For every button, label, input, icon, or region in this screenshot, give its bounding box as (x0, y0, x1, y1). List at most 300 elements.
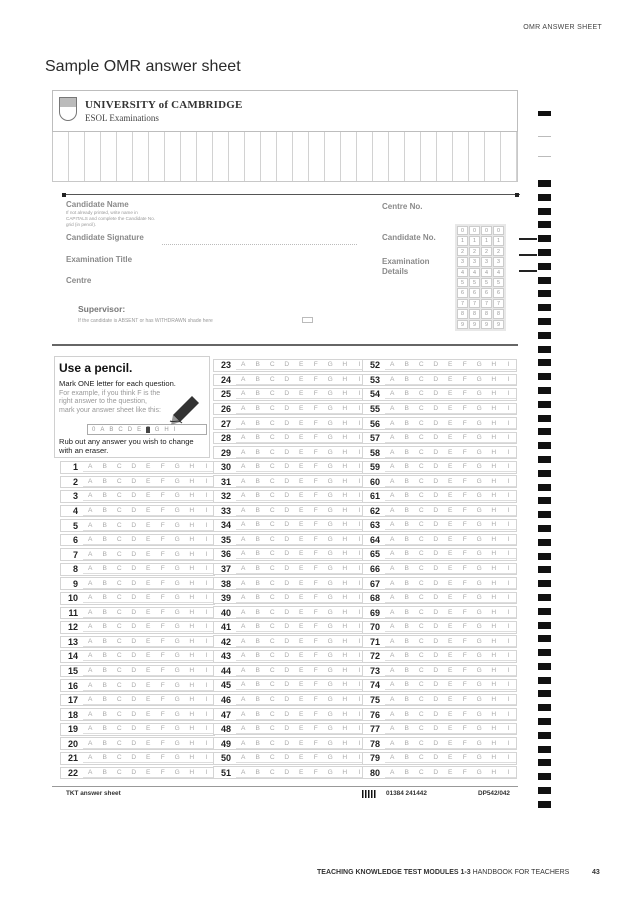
answer-bubble[interactable]: F (458, 666, 473, 676)
answer-bubble[interactable]: B (400, 506, 415, 516)
answer-bubble[interactable]: H (338, 695, 353, 705)
answer-bubble[interactable]: H (338, 608, 353, 618)
answer-bubble[interactable]: G (323, 462, 338, 472)
answer-bubble[interactable]: B (400, 739, 415, 749)
answer-bubble[interactable]: B (400, 433, 415, 443)
answer-bubble[interactable]: F (156, 506, 171, 516)
answer-bubble[interactable]: C (112, 622, 127, 632)
answer-bubble[interactable]: A (236, 535, 251, 545)
answer-bubble[interactable]: B (251, 448, 266, 458)
answer-bubble[interactable]: D (127, 593, 142, 603)
answer-bubble[interactable]: C (112, 579, 127, 589)
answer-bubble[interactable]: I (501, 535, 516, 545)
answer-bubble[interactable]: C (414, 710, 429, 720)
answer-bubble[interactable]: A (385, 666, 400, 676)
answer-bubble[interactable]: I (199, 710, 214, 720)
answer-bubble[interactable]: H (185, 681, 200, 691)
answer-bubble[interactable]: I (501, 360, 516, 370)
answer-bubble[interactable]: C (414, 448, 429, 458)
answer-bubble[interactable]: C (414, 666, 429, 676)
answer-bubble[interactable]: G (472, 491, 487, 501)
answer-bubble[interactable]: E (443, 448, 458, 458)
answer-bubble[interactable]: B (400, 608, 415, 618)
answer-bubble[interactable]: I (352, 768, 367, 778)
answer-bubble[interactable]: B (98, 535, 113, 545)
answer-bubble[interactable]: G (323, 389, 338, 399)
answer-bubble[interactable]: B (400, 360, 415, 370)
answer-bubble[interactable]: C (414, 506, 429, 516)
answer-bubble[interactable]: C (112, 637, 127, 647)
answer-bubble[interactable]: C (265, 724, 280, 734)
answer-bubble[interactable]: D (127, 535, 142, 545)
answer-bubble[interactable]: I (352, 462, 367, 472)
answer-bubble[interactable]: D (280, 491, 295, 501)
answer-bubble[interactable]: H (338, 724, 353, 734)
answer-bubble[interactable]: A (385, 622, 400, 632)
answer-bubble[interactable]: I (352, 549, 367, 559)
answer-bubble[interactable]: B (251, 768, 266, 778)
answer-bubble[interactable]: I (199, 550, 214, 560)
answer-bubble[interactable]: H (338, 404, 353, 414)
answer-bubble[interactable]: F (309, 579, 324, 589)
answer-bubble[interactable]: D (280, 564, 295, 574)
answer-bubble[interactable]: B (400, 695, 415, 705)
answer-bubble[interactable]: G (170, 710, 185, 720)
candidate-digit-cell[interactable]: 8 (493, 309, 504, 318)
answer-bubble[interactable]: D (429, 491, 444, 501)
answer-bubble[interactable]: E (294, 608, 309, 618)
answer-bubble[interactable]: E (141, 579, 156, 589)
answer-bubble[interactable]: C (265, 695, 280, 705)
answer-bubble[interactable]: C (112, 724, 127, 734)
answer-bubble[interactable]: B (98, 753, 113, 763)
answer-bubble[interactable]: H (338, 753, 353, 763)
answer-bubble[interactable]: B (251, 680, 266, 690)
answer-bubble[interactable]: D (127, 651, 142, 661)
answer-bubble[interactable]: I (501, 724, 516, 734)
answer-bubble[interactable]: C (112, 753, 127, 763)
answer-bubble[interactable]: D (127, 681, 142, 691)
answer-bubble[interactable]: I (352, 491, 367, 501)
answer-bubble[interactable]: H (338, 375, 353, 385)
answer-bubble[interactable]: A (385, 433, 400, 443)
answer-bubble[interactable]: H (338, 593, 353, 603)
answer-bubble[interactable]: A (83, 521, 98, 531)
answer-bubble[interactable]: I (352, 564, 367, 574)
answer-bubble[interactable]: I (501, 419, 516, 429)
answer-bubble[interactable]: B (251, 739, 266, 749)
answer-bubble[interactable]: C (112, 491, 127, 501)
answer-bubble[interactable]: H (487, 739, 502, 749)
answer-bubble[interactable]: B (400, 724, 415, 734)
answer-bubble[interactable]: C (414, 637, 429, 647)
answer-bubble[interactable]: D (280, 753, 295, 763)
answer-bubble[interactable]: A (83, 593, 98, 603)
candidate-digit-cell[interactable]: 9 (481, 320, 492, 329)
answer-bubble[interactable]: F (156, 637, 171, 647)
answer-bubble[interactable]: C (265, 579, 280, 589)
answer-bubble[interactable]: B (98, 651, 113, 661)
answer-bubble[interactable]: C (265, 520, 280, 530)
answer-bubble[interactable]: B (251, 535, 266, 545)
answer-bubble[interactable]: E (443, 753, 458, 763)
answer-bubble[interactable]: B (251, 404, 266, 414)
answer-bubble[interactable]: H (185, 564, 200, 574)
answer-bubble[interactable]: F (458, 375, 473, 385)
answer-bubble[interactable]: G (472, 680, 487, 690)
answer-bubble[interactable]: H (338, 491, 353, 501)
answer-bubble[interactable]: I (199, 753, 214, 763)
answer-bubble[interactable]: F (309, 724, 324, 734)
answer-bubble[interactable]: I (352, 375, 367, 385)
answer-bubble[interactable]: G (323, 753, 338, 763)
answer-bubble[interactable]: G (472, 564, 487, 574)
candidate-digit-cell[interactable]: 4 (469, 268, 480, 277)
answer-bubble[interactable]: I (352, 637, 367, 647)
answer-bubble[interactable]: C (265, 404, 280, 414)
answer-bubble[interactable]: F (156, 739, 171, 749)
answer-bubble[interactable]: B (400, 419, 415, 429)
answer-bubble[interactable]: I (352, 448, 367, 458)
answer-bubble[interactable]: C (265, 608, 280, 618)
answer-bubble[interactable]: H (338, 360, 353, 370)
answer-bubble[interactable]: I (501, 520, 516, 530)
answer-bubble[interactable]: B (251, 622, 266, 632)
answer-bubble[interactable]: H (487, 622, 502, 632)
answer-bubble[interactable]: C (265, 593, 280, 603)
answer-bubble[interactable]: A (236, 375, 251, 385)
answer-bubble[interactable]: B (251, 433, 266, 443)
answer-bubble[interactable]: E (141, 462, 156, 472)
answer-bubble[interactable]: H (185, 579, 200, 589)
answer-bubble[interactable]: F (309, 491, 324, 501)
answer-bubble[interactable]: F (309, 564, 324, 574)
answer-bubble[interactable]: H (487, 433, 502, 443)
answer-bubble[interactable]: F (458, 477, 473, 487)
answer-bubble[interactable]: H (487, 360, 502, 370)
answer-bubble[interactable]: H (338, 389, 353, 399)
answer-bubble[interactable]: H (338, 564, 353, 574)
answer-bubble[interactable]: F (309, 375, 324, 385)
answer-bubble[interactable]: D (280, 477, 295, 487)
answer-bubble[interactable]: E (294, 710, 309, 720)
answer-bubble[interactable]: E (443, 724, 458, 734)
answer-bubble[interactable]: F (309, 695, 324, 705)
answer-bubble[interactable]: B (251, 637, 266, 647)
answer-bubble[interactable]: H (487, 549, 502, 559)
answer-bubble[interactable]: I (501, 564, 516, 574)
answer-bubble[interactable]: H (338, 535, 353, 545)
answer-bubble[interactable]: F (458, 579, 473, 589)
candidate-digit-cell[interactable]: 7 (457, 299, 468, 308)
candidate-digit-cell[interactable]: 2 (493, 247, 504, 256)
answer-bubble[interactable]: C (112, 564, 127, 574)
answer-bubble[interactable]: G (472, 593, 487, 603)
answer-bubble[interactable]: E (294, 666, 309, 676)
answer-bubble[interactable]: G (472, 579, 487, 589)
answer-bubble[interactable]: I (501, 651, 516, 661)
answer-bubble[interactable]: B (400, 666, 415, 676)
answer-bubble[interactable]: H (338, 506, 353, 516)
answer-bubble[interactable]: C (112, 739, 127, 749)
answer-bubble[interactable]: D (429, 404, 444, 414)
answer-bubble[interactable]: I (501, 462, 516, 472)
answer-bubble[interactable]: F (156, 768, 171, 778)
answer-bubble[interactable]: F (156, 521, 171, 531)
answer-bubble[interactable]: E (294, 593, 309, 603)
answer-bubble[interactable]: H (185, 521, 200, 531)
answer-bubble[interactable]: E (443, 666, 458, 676)
answer-bubble[interactable]: I (501, 404, 516, 414)
candidate-digit-cell[interactable]: 3 (457, 257, 468, 266)
answer-bubble[interactable]: E (443, 433, 458, 443)
answer-bubble[interactable]: H (487, 710, 502, 720)
answer-bubble[interactable]: C (112, 608, 127, 618)
answer-bubble[interactable]: F (458, 622, 473, 632)
answer-bubble[interactable]: E (294, 622, 309, 632)
candidate-digit-cell[interactable]: 8 (457, 309, 468, 318)
answer-bubble[interactable]: D (429, 651, 444, 661)
answer-bubble[interactable]: B (251, 651, 266, 661)
answer-bubble[interactable]: G (323, 549, 338, 559)
answer-bubble[interactable]: D (127, 550, 142, 560)
candidate-digit-cell[interactable]: 7 (481, 299, 492, 308)
candidate-digit-cell[interactable]: 3 (493, 257, 504, 266)
answer-bubble[interactable]: D (280, 695, 295, 705)
answer-bubble[interactable]: G (170, 462, 185, 472)
answer-bubble[interactable]: E (141, 622, 156, 632)
answer-bubble[interactable]: I (199, 739, 214, 749)
answer-bubble[interactable]: E (294, 549, 309, 559)
answer-bubble[interactable]: D (280, 389, 295, 399)
answer-bubble[interactable]: A (385, 506, 400, 516)
answer-bubble[interactable]: F (156, 608, 171, 618)
answer-bubble[interactable]: E (141, 491, 156, 501)
answer-bubble[interactable]: D (280, 739, 295, 749)
answer-bubble[interactable]: H (487, 579, 502, 589)
answer-bubble[interactable]: I (501, 680, 516, 690)
answer-bubble[interactable]: H (185, 637, 200, 647)
answer-bubble[interactable]: A (385, 491, 400, 501)
answer-bubble[interactable]: F (156, 477, 171, 487)
answer-bubble[interactable]: C (414, 564, 429, 574)
answer-bubble[interactable]: F (458, 753, 473, 763)
answer-bubble[interactable]: C (414, 419, 429, 429)
answer-bubble[interactable]: A (385, 579, 400, 589)
answer-bubble[interactable]: E (443, 375, 458, 385)
answer-bubble[interactable]: E (443, 549, 458, 559)
answer-bubble[interactable]: D (127, 462, 142, 472)
answer-bubble[interactable]: A (385, 753, 400, 763)
answer-bubble[interactable]: A (385, 564, 400, 574)
answer-bubble[interactable]: D (280, 608, 295, 618)
answer-bubble[interactable]: D (429, 622, 444, 632)
answer-bubble[interactable]: G (170, 739, 185, 749)
answer-bubble[interactable]: G (323, 448, 338, 458)
answer-bubble[interactable]: E (294, 768, 309, 778)
answer-bubble[interactable]: A (385, 462, 400, 472)
answer-bubble[interactable]: D (127, 695, 142, 705)
answer-bubble[interactable]: B (98, 491, 113, 501)
answer-bubble[interactable]: G (323, 535, 338, 545)
answer-bubble[interactable]: I (501, 637, 516, 647)
answer-bubble[interactable]: I (352, 753, 367, 763)
answer-bubble[interactable]: I (199, 535, 214, 545)
answer-bubble[interactable]: G (323, 433, 338, 443)
candidate-digit-cell[interactable]: 6 (493, 288, 504, 297)
answer-bubble[interactable]: E (443, 389, 458, 399)
answer-bubble[interactable]: F (156, 593, 171, 603)
answer-bubble[interactable]: I (352, 506, 367, 516)
answer-bubble[interactable]: I (352, 622, 367, 632)
answer-bubble[interactable]: H (185, 739, 200, 749)
answer-bubble[interactable]: B (251, 549, 266, 559)
answer-bubble[interactable]: I (352, 520, 367, 530)
candidate-digit-cell[interactable]: 9 (493, 320, 504, 329)
answer-bubble[interactable]: I (352, 389, 367, 399)
answer-bubble[interactable]: I (352, 419, 367, 429)
answer-bubble[interactable]: G (170, 724, 185, 734)
answer-bubble[interactable]: B (400, 753, 415, 763)
candidate-digit-cell[interactable]: 0 (481, 226, 492, 235)
answer-bubble[interactable]: D (280, 666, 295, 676)
answer-bubble[interactable]: I (199, 681, 214, 691)
answer-bubble[interactable]: H (487, 651, 502, 661)
answer-bubble[interactable]: G (472, 477, 487, 487)
answer-bubble[interactable]: A (385, 608, 400, 618)
answer-bubble[interactable]: A (236, 651, 251, 661)
answer-bubble[interactable]: G (323, 491, 338, 501)
answer-bubble[interactable]: E (443, 695, 458, 705)
answer-bubble[interactable]: G (323, 608, 338, 618)
answer-bubble[interactable]: F (458, 739, 473, 749)
answer-bubble[interactable]: B (98, 608, 113, 618)
answer-bubble[interactable]: D (127, 608, 142, 618)
answer-bubble[interactable]: I (501, 739, 516, 749)
answer-bubble[interactable]: C (265, 564, 280, 574)
answer-bubble[interactable]: D (280, 579, 295, 589)
answer-bubble[interactable]: E (141, 506, 156, 516)
answer-bubble[interactable]: H (185, 608, 200, 618)
answer-bubble[interactable]: E (443, 360, 458, 370)
answer-bubble[interactable]: B (98, 739, 113, 749)
answer-bubble[interactable]: C (265, 477, 280, 487)
answer-bubble[interactable]: C (265, 710, 280, 720)
answer-bubble[interactable]: D (429, 433, 444, 443)
answer-bubble[interactable]: H (487, 389, 502, 399)
answer-bubble[interactable]: A (236, 462, 251, 472)
answer-bubble[interactable]: G (170, 535, 185, 545)
answer-bubble[interactable]: E (141, 535, 156, 545)
answer-bubble[interactable]: C (414, 477, 429, 487)
answer-bubble[interactable]: C (414, 651, 429, 661)
answer-bubble[interactable]: E (141, 564, 156, 574)
answer-bubble[interactable]: G (472, 433, 487, 443)
answer-bubble[interactable]: H (338, 710, 353, 720)
answer-bubble[interactable]: F (309, 637, 324, 647)
answer-bubble[interactable]: E (141, 651, 156, 661)
answer-bubble[interactable]: D (127, 491, 142, 501)
answer-bubble[interactable]: G (170, 550, 185, 560)
answer-bubble[interactable]: B (98, 462, 113, 472)
answer-bubble[interactable]: D (429, 419, 444, 429)
answer-bubble[interactable]: E (294, 651, 309, 661)
answer-bubble[interactable]: C (414, 549, 429, 559)
answer-bubble[interactable]: H (338, 579, 353, 589)
answer-bubble[interactable]: D (127, 739, 142, 749)
answer-bubble[interactable]: B (98, 695, 113, 705)
answer-bubble[interactable]: C (414, 404, 429, 414)
answer-bubble[interactable]: F (309, 608, 324, 618)
answer-bubble[interactable]: E (141, 739, 156, 749)
answer-bubble[interactable]: E (443, 651, 458, 661)
answer-bubble[interactable]: A (236, 695, 251, 705)
answer-bubble[interactable]: G (170, 593, 185, 603)
answer-bubble[interactable]: H (487, 666, 502, 676)
answer-bubble[interactable]: I (352, 710, 367, 720)
answer-bubble[interactable]: A (385, 593, 400, 603)
answer-bubble[interactable]: D (429, 666, 444, 676)
answer-bubble[interactable]: H (185, 491, 200, 501)
answer-bubble[interactable]: G (472, 360, 487, 370)
answer-bubble[interactable]: H (487, 477, 502, 487)
candidate-digit-cell[interactable]: 7 (469, 299, 480, 308)
answer-bubble[interactable]: D (429, 360, 444, 370)
answer-bubble[interactable]: C (265, 448, 280, 458)
answer-bubble[interactable]: D (429, 768, 444, 778)
answer-bubble[interactable]: D (280, 404, 295, 414)
answer-bubble[interactable]: B (251, 520, 266, 530)
answer-bubble[interactable]: B (251, 477, 266, 487)
answer-bubble[interactable]: E (294, 680, 309, 690)
answer-bubble[interactable]: E (294, 491, 309, 501)
answer-bubble[interactable]: C (414, 739, 429, 749)
answer-bubble[interactable]: G (472, 549, 487, 559)
answer-bubble[interactable]: I (501, 491, 516, 501)
answer-bubble[interactable]: E (443, 593, 458, 603)
answer-bubble[interactable]: C (414, 608, 429, 618)
answer-bubble[interactable]: A (236, 768, 251, 778)
answer-bubble[interactable]: C (414, 389, 429, 399)
answer-bubble[interactable]: G (170, 564, 185, 574)
candidate-digit-cell[interactable]: 4 (457, 268, 468, 277)
answer-bubble[interactable]: A (385, 651, 400, 661)
candidate-digit-cell[interactable]: 6 (457, 288, 468, 297)
answer-bubble[interactable]: F (309, 419, 324, 429)
answer-bubble[interactable]: D (280, 710, 295, 720)
answer-bubble[interactable]: F (458, 419, 473, 429)
answer-bubble[interactable]: G (472, 448, 487, 458)
answer-bubble[interactable]: A (83, 564, 98, 574)
answer-bubble[interactable]: E (443, 637, 458, 647)
answer-bubble[interactable]: I (501, 666, 516, 676)
answer-bubble[interactable]: A (83, 739, 98, 749)
answer-bubble[interactable]: I (352, 695, 367, 705)
answer-bubble[interactable]: E (443, 579, 458, 589)
answer-bubble[interactable]: A (385, 477, 400, 487)
candidate-digit-cell[interactable]: 4 (481, 268, 492, 277)
answer-bubble[interactable]: E (141, 477, 156, 487)
answer-bubble[interactable]: C (265, 768, 280, 778)
answer-bubble[interactable]: D (280, 462, 295, 472)
answer-bubble[interactable]: F (458, 535, 473, 545)
answer-bubble[interactable]: B (251, 506, 266, 516)
answer-bubble[interactable]: A (236, 477, 251, 487)
answer-bubble[interactable]: I (199, 491, 214, 501)
answer-bubble[interactable]: F (156, 724, 171, 734)
answer-bubble[interactable]: I (199, 506, 214, 516)
answer-bubble[interactable]: G (472, 419, 487, 429)
